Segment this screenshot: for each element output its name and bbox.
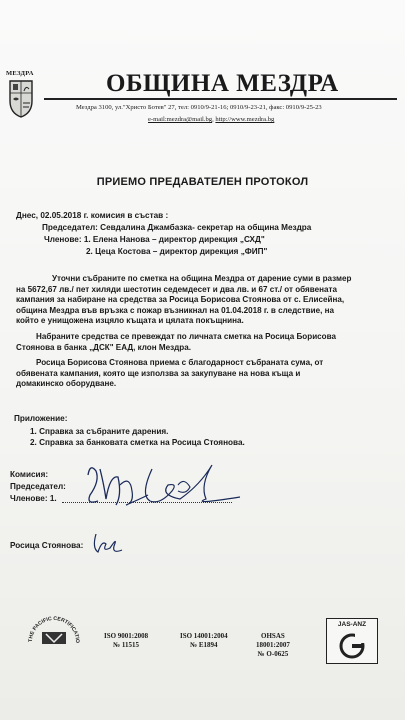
attachment-item-1: 1. Справка за събраните дарения. [30,427,169,436]
commission-signatures [60,455,250,525]
municipality-crest [6,70,34,114]
attachments-heading: Приложение: [14,414,68,423]
para2-line: Стоянова в банка „ДСК" ЕАД, клон Мездра. [16,342,191,352]
header-divider [44,98,397,100]
address-line: Мездра 3100, ул."Христо Ботев" 27, тел: 0910/9-21-16; 0910/9-23-21, факс: 0910/9-25-23 [76,104,322,111]
cert-line: № 11515 [113,641,140,649]
chair-signature-label: Председател: [10,482,66,491]
paragraph-1 [16,274,404,327]
jas-anz-logo [326,618,378,664]
pacific-logo-arc-text: THE PACIFIC CERTIFICATIO [27,615,81,644]
attachment-item-2: 2. Справка за банковата сметка на Росица Стоянова. [30,438,245,447]
members-line-2: 2. Цеца Костова – директор дирекция „ФИП" [86,247,268,256]
para2-line: Набраните средства се превеждат по личната сметка на Росица Борисова [36,332,336,341]
cert-ohsas [256,632,290,659]
crest-shield-icon [8,79,36,119]
chair-line: Председател: Севдалина Джамбазка- секретар на община Мездра [42,223,312,232]
para1-line: Уточни събраните по сметка на община Мездра от дарение суми в размер [52,274,352,283]
pacific-certifications-logo [24,612,84,648]
cert-line: 18001:2007 [256,641,290,649]
paragraph-2 [16,332,404,353]
para3-line: домакинско оборудване. [16,379,117,389]
website-link[interactable]: http://www.mezdra.bg [215,116,275,123]
document-title: ПРИЕМО ПРЕДАВАТЕЛЕН ПРОТОКОЛ [96,176,309,188]
cert-iso-9001 [104,632,148,650]
para1-line: на 5672,67 лв./ пет хиляди шестотин седемдесет и два лв. и 67 ст./ от обявената [16,284,337,294]
recipient-signature [90,530,130,556]
para3-line: обявената кампания, която ще използва за закупуване на нова къща и [16,368,301,378]
paragraph-3 [16,358,404,390]
para1-line: кампания за набиране на средства за Росица Борисова Стоянова от с. Елисейна, [16,295,345,305]
crest-label: МЕЗДРА [6,70,34,77]
jas-anz-emblem-icon [339,633,365,659]
cert-iso-14001 [180,632,228,650]
certifications-footer [0,612,405,672]
para1-line: община Мездра във връзка с пожар възникнал на 01.04.2018 г. в следствие, на [16,305,334,315]
cert-line: OHSAS [261,632,285,640]
cert-line: ISO 14001:2004 [180,632,228,640]
cert-line: ISO 9001:2008 [104,632,149,640]
para3-line: Росица Борисова Стоянова приема с благодарност събраната сума, от [36,358,324,367]
recipient-signature-label: Росица Стоянова: [10,541,84,550]
intro-line: Днес, 02.05.2018 г. комисия в състав : [16,211,169,220]
org-title: ОБЩИНА МЕЗДРА [106,70,339,97]
members-line-1: Членове: 1. Елена Нанова – директор дирекция „СХД" [44,235,265,244]
cert-line: № O-0625 [257,650,289,658]
contact-line: e-mail:mezdra@mail.bg, http://www.mezdra.bg [148,116,275,123]
cert-line: № E1894 [190,641,218,649]
email-link[interactable]: e-mail:mezdra@mail.bg [148,116,213,123]
members-signature-label: Членове: 1. [10,494,57,503]
jas-anz-label: JAS-ANZ [337,621,367,628]
para1-line: който е унищожена изцяло къщата и цялата покъщнина. [16,316,244,326]
letterhead [0,62,405,132]
commission-label: Комисия: [10,470,49,479]
